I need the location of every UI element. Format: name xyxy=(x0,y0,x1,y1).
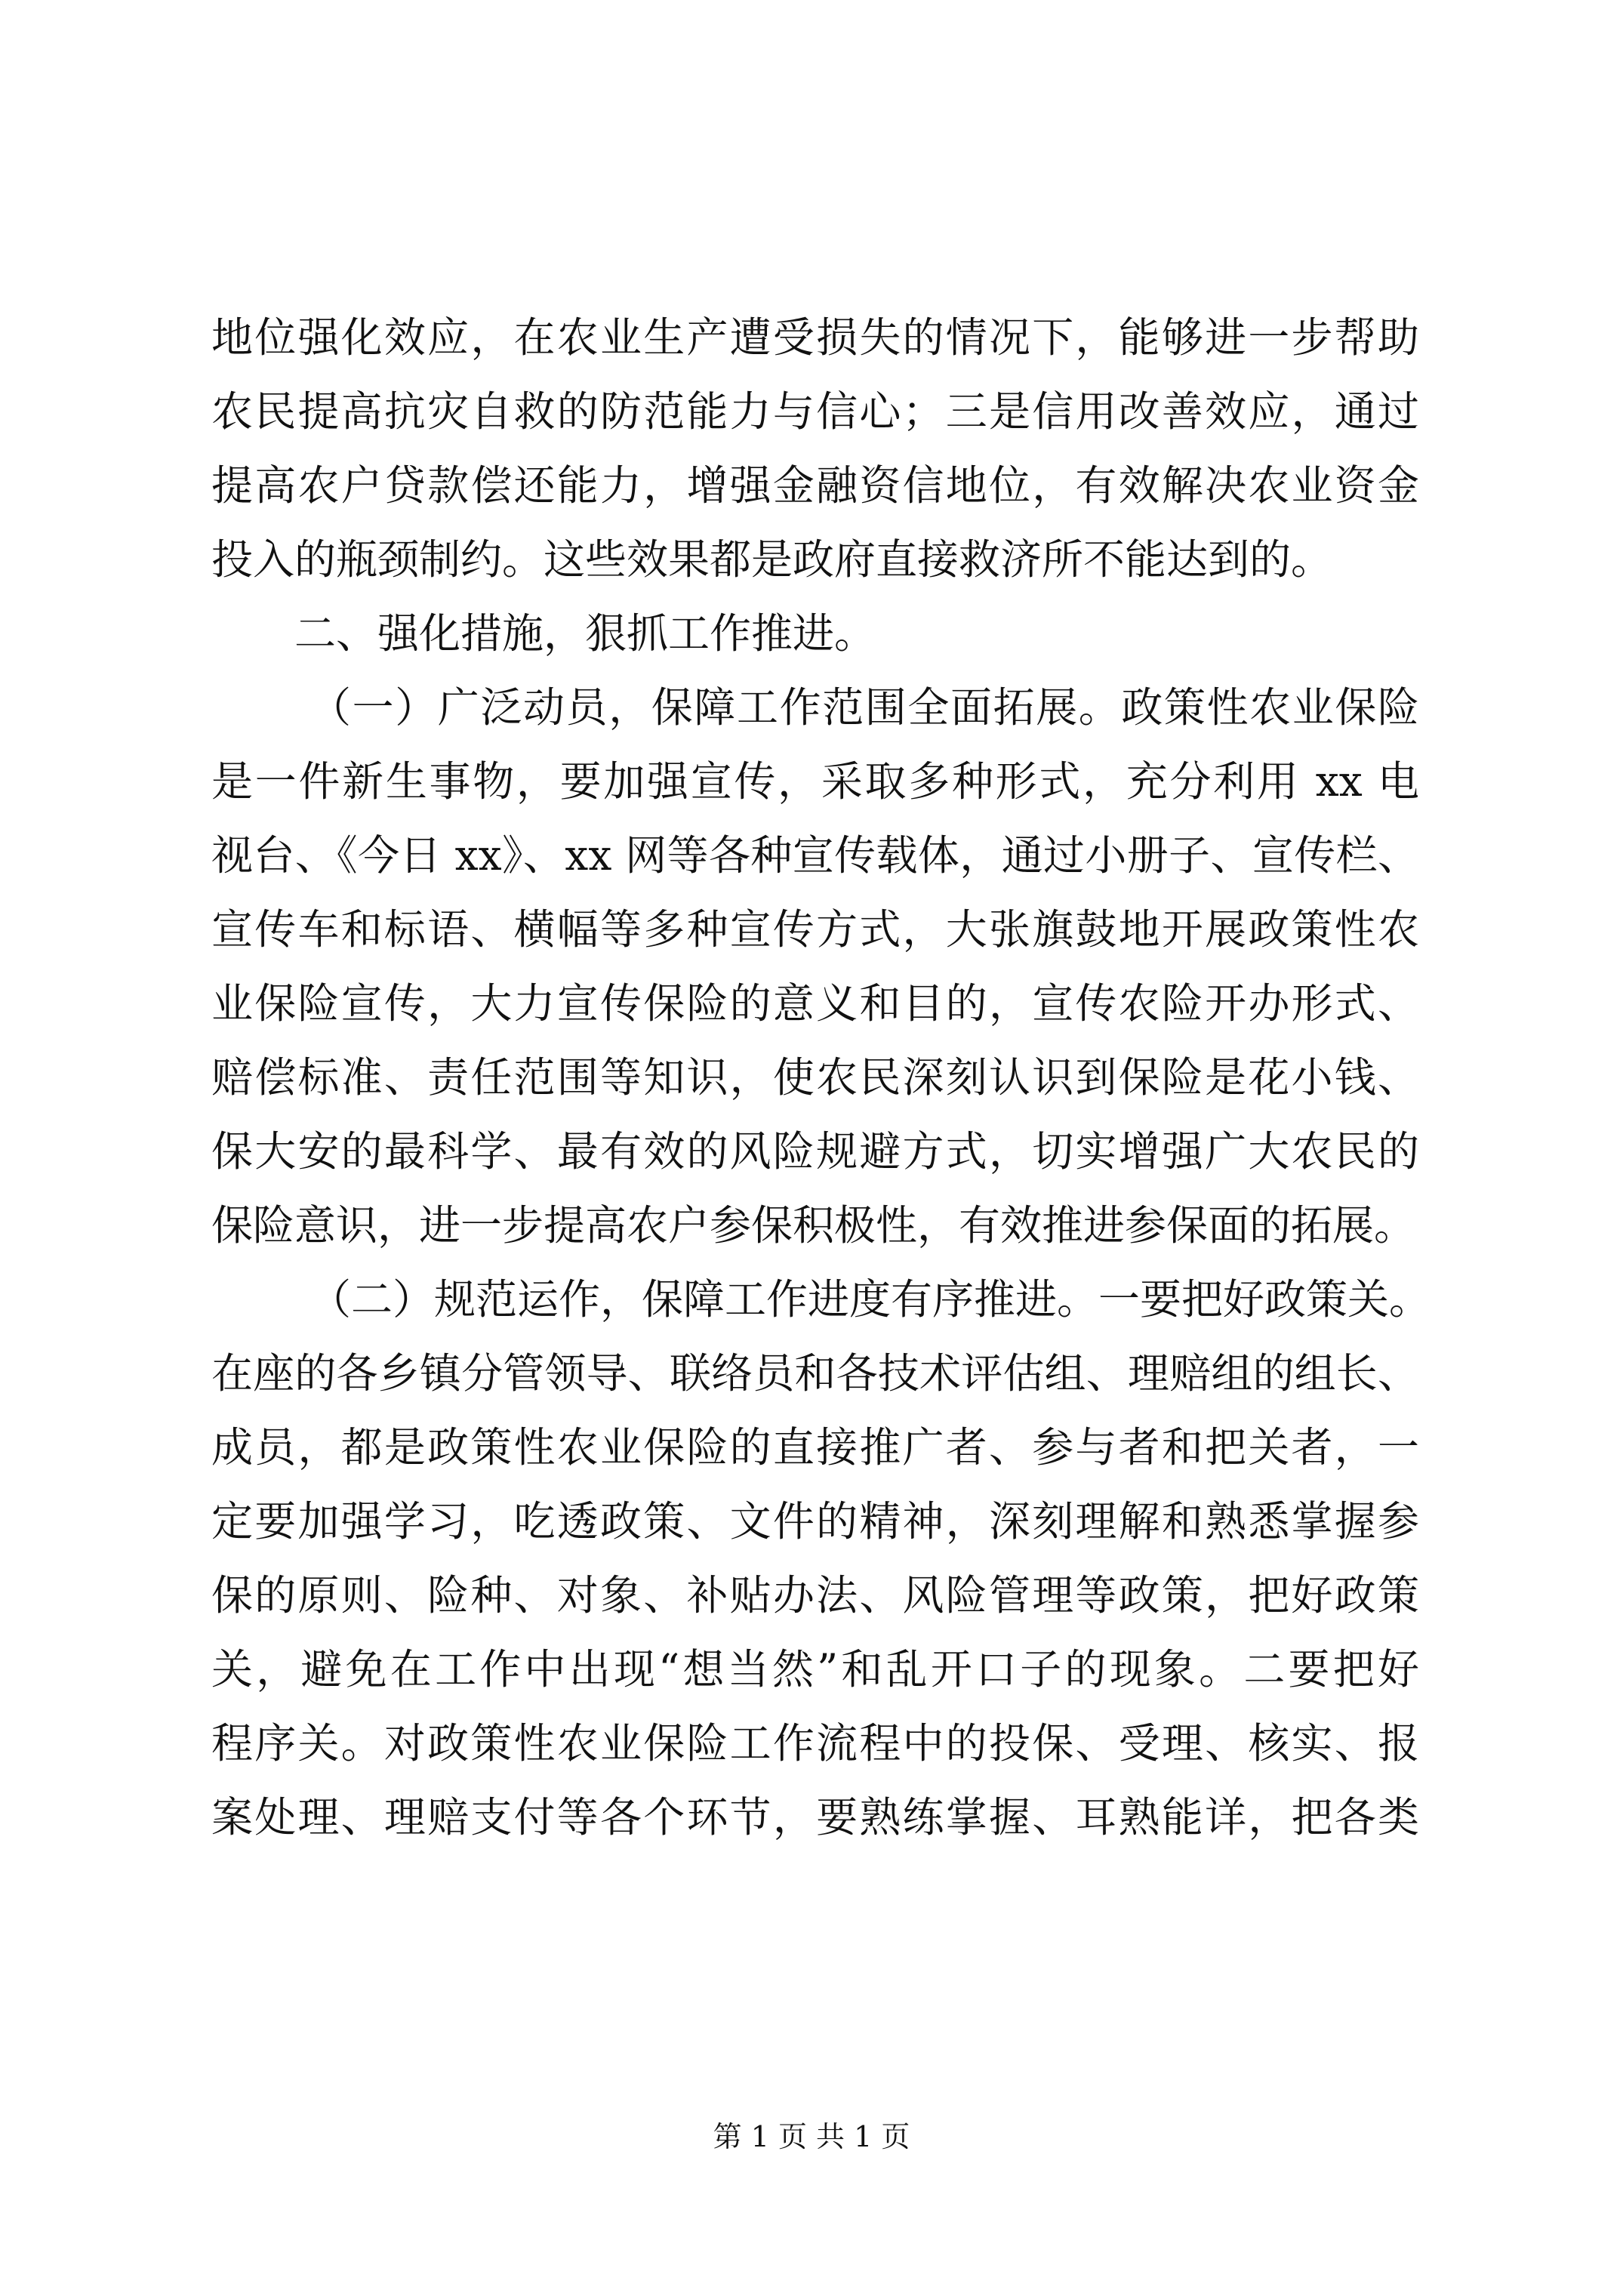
paragraph-line: 视台、《今日 xx》、xx 网等各种宣传载体，通过小册子、宣传栏、 xyxy=(211,831,1419,880)
paragraph-line: 赔偿标准、责任范围等知识，使农民深刻认识到保险是花小钱、 xyxy=(211,1053,1419,1102)
paragraph-line: 保大安的最科学、最有效的风险规避方式，切实增强广大农民的 xyxy=(211,1127,1419,1176)
section-heading: 二、强化措施，狠抓工作推进。 xyxy=(294,609,876,658)
paragraph-line: 宣传车和标语、横幅等多种宣传方式，大张旗鼓地开展政策性农 xyxy=(211,905,1419,954)
paragraph-line: 在座的各乡镇分管领导、联络员和各技术评估组、理赔组的组长、 xyxy=(211,1349,1419,1398)
page-footer xyxy=(0,2118,1623,2156)
paragraph-line: 投入的瓶颈制约。这些效果都是政府直接救济所不能达到的。 xyxy=(211,535,1333,584)
paragraph-line: 提高农户贷款偿还能力，增强金融资信地位，有效解决农业资金 xyxy=(211,461,1419,510)
paragraph-line: 业保险宣传，大力宣传保险的意义和目的，宣传农险开办形式、 xyxy=(211,979,1419,1028)
paragraph-line: 程序关。对政策性农业保险工作流程中的投保、受理、核实、报 xyxy=(211,1719,1419,1767)
page-number-label: 第 1 页 共 1 页 xyxy=(713,2120,910,2153)
paragraph-line: 案处理、理赔支付等各个环节，要熟练掌握、耳熟能详，把各类 xyxy=(211,1793,1419,1841)
paragraph-line: 保险意识，进一步提高农户参保积极性，有效推进参保面的拓展。 xyxy=(211,1201,1416,1250)
paragraph-line: 关，避免在工作中出现“想当然”和乱开口子的现象。二要把好 xyxy=(211,1645,1419,1693)
document-body xyxy=(211,300,1431,1854)
paragraph-line: 农民提高抗灾自救的防范能力与信心；三是信用改善效应，通过 xyxy=(211,387,1419,436)
subsection-heading-line: （二）规范运作，保障工作进度有序推进。一要把好政策关。 xyxy=(310,1275,1431,1324)
paragraph-line: 是一件新生事物，要加强宣传，采取多种形式，充分利用 xx 电 xyxy=(211,757,1419,806)
paragraph-line: 地位强化效应，在农业生产遭受损失的情况下，能够进一步帮助 xyxy=(211,313,1419,362)
subsection-heading-line: （一）广泛动员，保障工作范围全面拓展。政策性农业保险 xyxy=(310,683,1419,732)
paragraph-line: 定要加强学习，吃透政策、文件的精神，深刻理解和熟悉掌握参 xyxy=(211,1497,1419,1546)
paragraph-line: 成员，都是政策性农业保险的直接推广者、参与者和把关者，一 xyxy=(211,1423,1419,1472)
paragraph-line: 保的原则、险种、对象、补贴办法、风险管理等政策，把好政策 xyxy=(211,1571,1419,1620)
